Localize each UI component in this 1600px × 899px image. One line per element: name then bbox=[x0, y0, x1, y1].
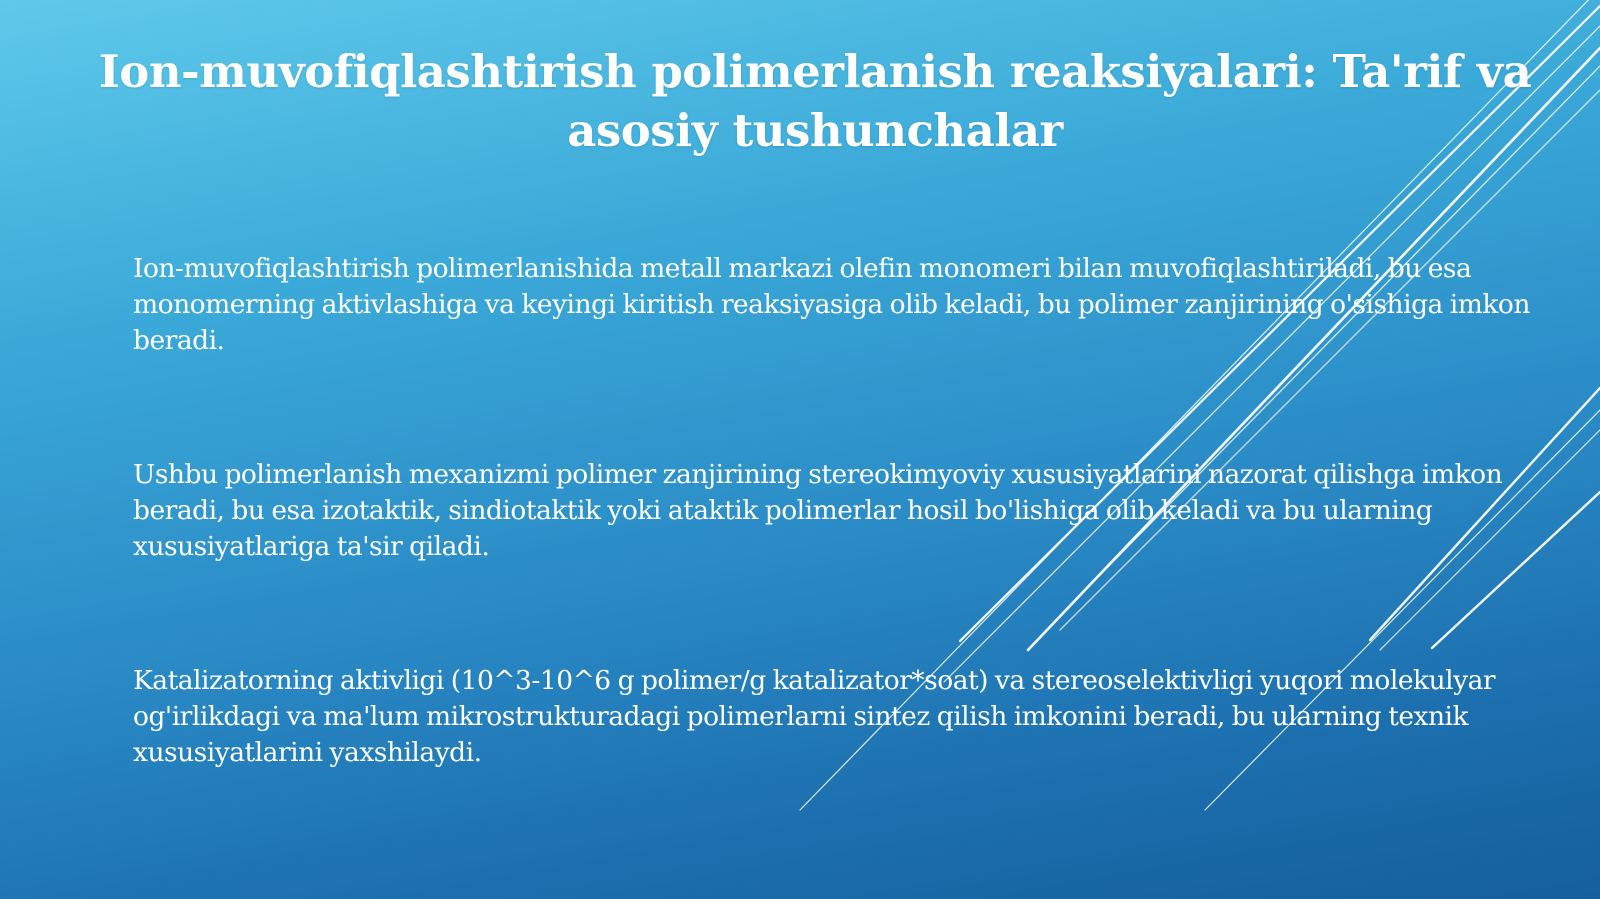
slide-title: Ion-muvofiqlashtirish polimerlanish reaksiyalari: Ta'rif va asosiy tushunchalar bbox=[98, 45, 1532, 157]
bullet-item: Ushbu polimerlanish mexanizmi polimer zanjirining stereokimyoviy xususiyatlarini nazorat qilishga imkon beradi, bu esa izotaktik, sindiotaktik yoki ataktik polimerlar hosil bo'lishiga olib keladi va bu ularning xususiyatlariga ta'sir qiladi. bbox=[133, 459, 1503, 562]
bullet-list bbox=[133, 251, 1533, 771]
bullet-item: Ion-muvofiqlashtirish polimerlanishida metall markazi olefin monomeri bilan muvofiqlashtiriladi, bu esa monomerning aktivlashiga va keyingi kiritish reaksiyasiga olib keladi, bu polimer zanjirining o'sishiga imkon beradi. bbox=[133, 253, 1530, 356]
bullet-item: Katalizatorning aktivligi (10^3-10^6 g polimer/g katalizator*soat) va stereoselektivligi yuqori molekulyar og'irlikdagi va ma'lum mikrostrukturadagi polimerlarni sintez qilish imkonini beradi, bu ularning texnik xususiyatlarini yaxshilaydi. bbox=[133, 665, 1496, 768]
